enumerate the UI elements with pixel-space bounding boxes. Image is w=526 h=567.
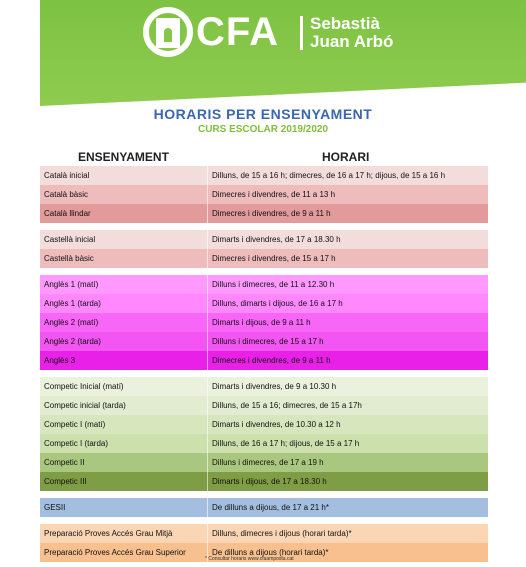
table-row xyxy=(40,396,488,415)
page-title: HORARIS PER ENSENYAMENT xyxy=(153,106,373,122)
tower-icon xyxy=(156,18,180,48)
table-row xyxy=(40,313,488,332)
group-separator xyxy=(40,223,488,230)
course-name: Preparació Proves Accés Grau Mitjà xyxy=(44,529,173,538)
course-name: Anglès 1 (tarda) xyxy=(44,299,101,308)
course-schedule: Dilluns, dimecres i dijous (horari tarda)* xyxy=(207,524,488,543)
table-row xyxy=(40,275,488,294)
course-name: Competic Inicial (matí) xyxy=(44,382,124,391)
course-schedule: Dimarts i divendres, de 17 a 18.30 h xyxy=(207,230,488,249)
course-schedule: Dilluns, de 16 a 17 h; dijous, de 15 a 17 h xyxy=(207,434,488,453)
course-name: Competic I (tarda) xyxy=(44,439,109,448)
course-name: Competic I (matí) xyxy=(44,420,106,429)
table-row xyxy=(40,204,488,223)
course-name: Català inicial xyxy=(44,171,90,180)
schedule-table xyxy=(40,166,488,562)
group-separator xyxy=(40,517,488,524)
table-row xyxy=(40,524,488,543)
course-name: Competic inicial (tarda) xyxy=(44,401,126,410)
group-separator xyxy=(40,370,488,377)
course-schedule: Dimecres i divendres, de 9 a 11 h xyxy=(207,351,488,370)
course-schedule: Dilluns i dimecres, de 15 a 17 h xyxy=(207,332,488,351)
course-schedule: Dimecres i divendres, de 15 a 17 h xyxy=(207,249,488,268)
brand-logo-text: CFA xyxy=(196,10,279,54)
course-schedule: Dimarts i dijous, de 17 a 18.30 h xyxy=(207,472,488,491)
course-schedule: Dimecres i divendres, de 11 a 13 h xyxy=(207,185,488,204)
school-name-line2: Juan Arbó xyxy=(310,32,394,51)
group-separator xyxy=(40,268,488,275)
table-row xyxy=(40,351,488,370)
course-name: Anglès 2 (tarda) xyxy=(44,337,101,346)
course-name: Competic II xyxy=(44,458,85,467)
course-schedule: De dilluns a dijous, de 17 a 21 h* xyxy=(207,498,488,517)
course-schedule: Dilluns i dimecres, de 11 a 12.30 h xyxy=(207,275,488,294)
table-row xyxy=(40,415,488,434)
divider xyxy=(300,16,303,50)
header-banner xyxy=(40,0,526,106)
table-row xyxy=(40,434,488,453)
course-name: GESII xyxy=(44,503,66,512)
course-schedule: Dimarts i divendres, de 9 a 10.30 h xyxy=(207,377,488,396)
course-schedule: Dilluns i dimecres, de 17 a 19 h xyxy=(207,453,488,472)
group-separator xyxy=(40,491,488,498)
page-subtitle: CURS ESCOLAR 2019/2020 xyxy=(197,124,329,135)
table-row xyxy=(40,498,488,517)
table-row xyxy=(40,472,488,491)
column-header-schedule: HORARI xyxy=(322,150,370,164)
course-schedule: Dimarts i divendres, de 10.30 a 12 h xyxy=(207,415,488,434)
course-schedule: Dilluns, de 15 a 16; dimecres, de 15 a 17h xyxy=(207,396,488,415)
course-name: Castellà inicial xyxy=(44,235,96,244)
table-row xyxy=(40,377,488,396)
table-row xyxy=(40,249,488,268)
course-name: Anglès 2 (matí) xyxy=(44,318,99,327)
footnote: * Consultar horaris www.cfaamposta.cat xyxy=(205,556,294,562)
course-name: Anglès 3 xyxy=(44,356,76,365)
course-schedule: Dilluns, dimarts i dijous, de 16 a 17 h xyxy=(207,294,488,313)
course-name: Català llindar xyxy=(44,209,91,218)
course-name: Català bàsic xyxy=(44,190,89,199)
course-name: Preparació Proves Accés Grau Superior xyxy=(44,548,186,557)
table-row xyxy=(40,332,488,351)
course-schedule: De dilluns a dijous (horari tarda)* xyxy=(207,543,488,562)
school-name-line1: Sebastià xyxy=(310,14,380,33)
table-row xyxy=(40,453,488,472)
school-name xyxy=(310,15,393,51)
course-name: Competic III xyxy=(44,477,87,486)
course-schedule: Dilluns, de 15 a 16 h; dimecres, de 16 a 17 h; dijous, de 15 a 16 h xyxy=(207,166,488,185)
table-row xyxy=(40,230,488,249)
table-row xyxy=(40,185,488,204)
course-name: Anglès 1 (matí) xyxy=(44,280,99,289)
course-schedule: Dimecres i divendres, de 9 a 11 h xyxy=(207,204,488,223)
column-header-course: ENSENYAMENT xyxy=(78,150,169,164)
table-row xyxy=(40,166,488,185)
course-name: Castellà bàsic xyxy=(44,254,94,263)
table-row xyxy=(40,294,488,313)
course-schedule: Dimarts i dijous, de 9 a 11 h xyxy=(207,313,488,332)
